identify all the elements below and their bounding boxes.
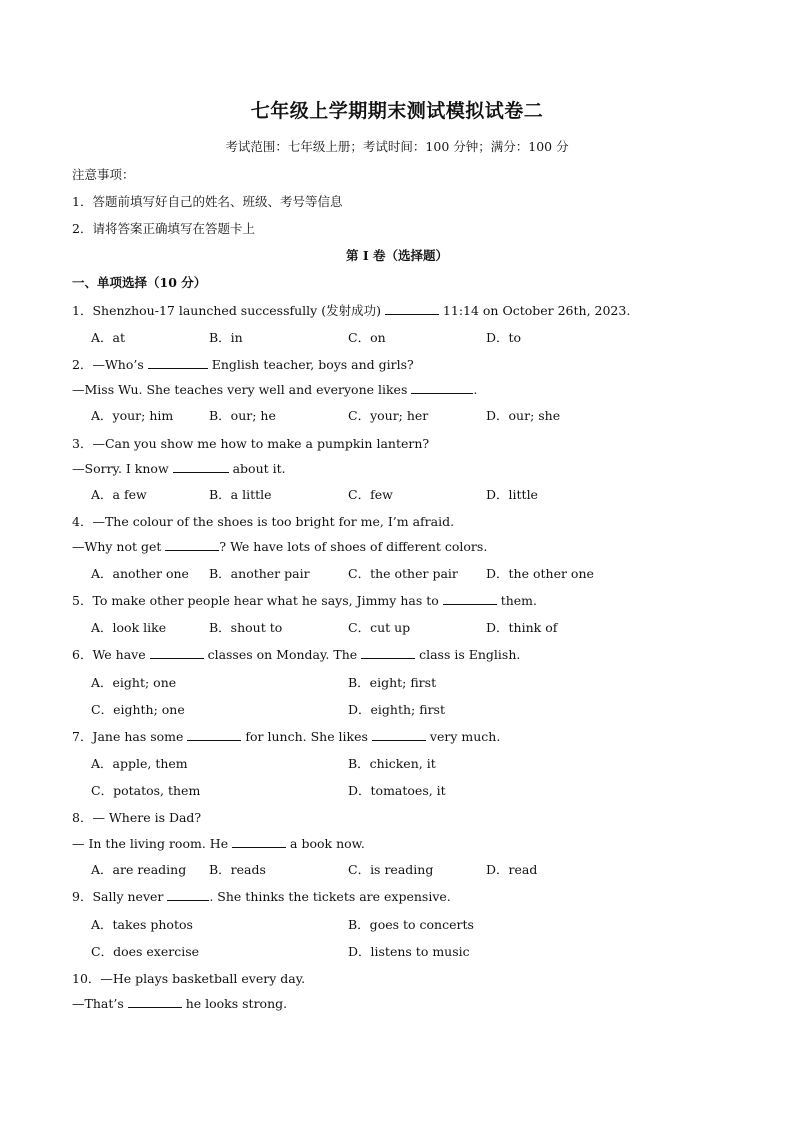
answer-blank — [411, 381, 473, 394]
option-c: C．few — [348, 487, 393, 502]
answer-blank — [443, 592, 497, 605]
question-2: 2．—Who’s English teacher, boys and girls? — [72, 357, 414, 372]
option-c: C．eighth; one — [91, 702, 185, 717]
option-b: B．reads — [209, 862, 266, 877]
option-a: A．at — [91, 330, 126, 345]
question-10: 10．—He plays basketball every day. — [72, 971, 306, 986]
option-d: D．to — [486, 330, 522, 345]
question-4-line-2: —Why not get ? We have lots of shoes of different colors. — [72, 539, 488, 554]
option-c: C．on — [348, 330, 386, 345]
option-d: D．our; she — [486, 408, 561, 423]
answer-blank — [385, 302, 439, 315]
question-8-line-2: — In the living room. He a book now. — [72, 836, 365, 851]
option-b: B．eight; first — [348, 675, 437, 690]
option-c: C．does exercise — [91, 944, 200, 959]
answer-blank — [128, 995, 182, 1008]
option-a: A．apple, them — [91, 756, 188, 771]
question-3: 3．—Can you show me how to make a pumpkin lantern? — [72, 436, 430, 451]
option-d: D．the other one — [486, 566, 594, 581]
option-c: C．cut up — [348, 620, 411, 635]
question-6: 6．We have classes on Monday. The class is English. — [72, 647, 521, 662]
answer-blank — [232, 835, 286, 848]
option-d: D．tomatoes, it — [348, 783, 446, 798]
option-a: A．look like — [91, 620, 167, 635]
option-c: C．is reading — [348, 862, 434, 877]
note-item: 2．请将答案正确填写在答题卡上 — [72, 221, 255, 236]
question-2-line-2: —Miss Wu. She teaches very well and everyone likes . — [72, 382, 478, 397]
page-title: 七年级上学期期末测试模拟试卷二 — [250, 100, 544, 122]
option-b: B．chicken, it — [348, 756, 436, 771]
question-4: 4．—The colour of the shoes is too bright for me, I’m afraid. — [72, 514, 455, 529]
question-9: 9．Sally never . She thinks the tickets are expensive. — [72, 889, 451, 904]
option-b: B．in — [209, 330, 243, 345]
option-a: A．another one — [91, 566, 189, 581]
section-title: 一、单项选择（10 分） — [72, 275, 207, 290]
question-5: 5．To make other people hear what he says, Jimmy has to them. — [72, 593, 538, 608]
answer-blank — [165, 538, 219, 551]
option-b: B．our; he — [209, 408, 276, 423]
question-1: 1．Shenzhou-17 launched successfully (发射成功) 11:14 on October 26th, 2023. — [72, 303, 631, 318]
answer-blank — [167, 888, 209, 901]
option-a: A．your; him — [91, 408, 174, 423]
answer-blank — [150, 646, 204, 659]
option-d: D．listens to music — [348, 944, 470, 959]
option-d: D．little — [486, 487, 538, 502]
exam-info: 考试范围：七年级上册；考试时间：100 分钟；满分：100 分 — [225, 139, 569, 154]
option-a: A．takes photos — [91, 917, 193, 932]
option-d: D．read — [486, 862, 538, 877]
note-item: 1．答题前填写好自己的姓名、班级、考号等信息 — [72, 194, 343, 209]
option-b: B．shout to — [209, 620, 283, 635]
question-8: 8．— Where is Dad? — [72, 810, 202, 825]
option-a: A．eight; one — [91, 675, 177, 690]
option-a: A．are reading — [91, 862, 187, 877]
option-c: C．potatos, them — [91, 783, 201, 798]
answer-blank — [148, 356, 208, 369]
question-7: 7．Jane has some for lunch. She likes very much. — [72, 729, 501, 744]
answer-blank — [372, 728, 426, 741]
question-3-line-2: —Sorry. I know about it. — [72, 461, 286, 476]
option-d: D．think of — [486, 620, 558, 635]
option-d: D．eighth; first — [348, 702, 445, 717]
option-b: B．another pair — [209, 566, 310, 581]
answer-blank — [173, 460, 229, 473]
question-10-line-2: —That’s he looks strong. — [72, 996, 288, 1011]
notes-heading: 注意事项： — [72, 167, 135, 182]
answer-blank — [361, 646, 415, 659]
option-b: B．goes to concerts — [348, 917, 474, 932]
volume-title: 第 I 卷（选择题） — [345, 248, 449, 263]
option-b: B．a little — [209, 487, 272, 502]
option-c: C．the other pair — [348, 566, 458, 581]
answer-blank — [187, 728, 241, 741]
option-c: C．your; her — [348, 408, 429, 423]
option-a: A．a few — [91, 487, 147, 502]
